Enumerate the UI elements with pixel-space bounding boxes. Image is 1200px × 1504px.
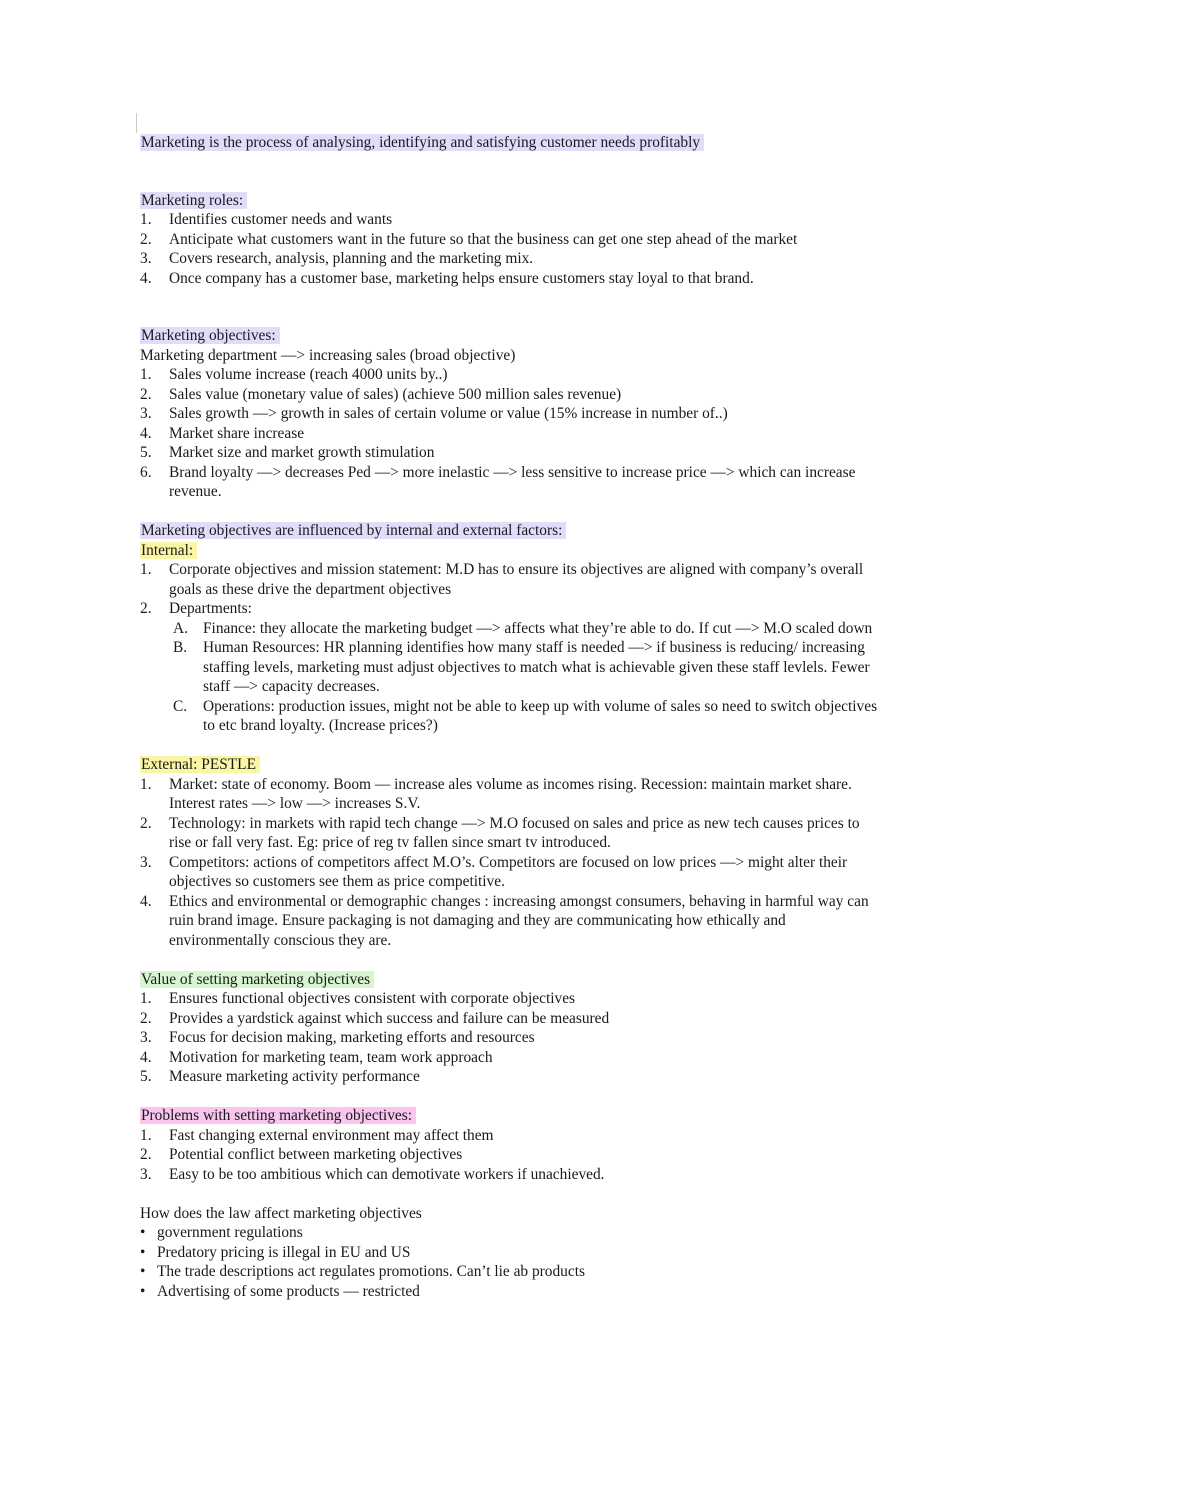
list-number: 1.	[140, 366, 152, 383]
list-item	[140, 385, 1065, 405]
list-item	[140, 1067, 1065, 1087]
list-item-text	[169, 989, 1065, 1009]
text-line: staff —> capacity decreases.	[203, 678, 380, 695]
list-item-text	[169, 365, 1065, 385]
list-number: C.	[173, 697, 188, 715]
factors-heading: Marketing objectives are influenced by internal and external factors:	[140, 521, 1065, 541]
list-item-text	[203, 619, 1065, 639]
list-item-text	[169, 269, 1065, 289]
list-item-text	[169, 1009, 1065, 1029]
law-heading: How does the law affect marketing objectives	[140, 1204, 422, 1222]
text-line: Potential conflict between marketing objectives	[169, 1146, 463, 1163]
text-line: Once company has a customer base, marketing helps ensure customers stay loyal to that brand.	[169, 269, 754, 287]
list-item	[140, 775, 1065, 814]
list-number: 4.	[140, 424, 152, 442]
text-line: Market: state of economy. Boom — increase ales volume as incomes rising. Recession: maintain market share.	[169, 775, 852, 793]
text-line: staffing levels, marketing must adjust objectives to match what is achievable given these staff levlels. Fewer	[203, 658, 870, 676]
list-item-text	[169, 230, 1065, 250]
list-item-text	[169, 443, 1065, 463]
list-number: 4.	[140, 892, 152, 910]
roles-list	[140, 210, 1065, 288]
list-number: 5.	[140, 444, 152, 461]
list-number: 2.	[140, 600, 152, 617]
list-number: 1.	[140, 990, 152, 1007]
list-item	[140, 463, 1065, 502]
bullet-text: government regulations	[157, 1224, 303, 1241]
list-item-text	[169, 775, 1065, 814]
list-item-text	[203, 638, 1065, 697]
internal-label: Internal:	[140, 541, 1065, 561]
list-item	[140, 599, 1065, 619]
list-number: 3.	[140, 1029, 152, 1046]
text-line: objectives so customers see them as price competitive.	[169, 873, 505, 890]
list-item	[140, 1048, 1065, 1068]
list-item-text	[169, 249, 1065, 269]
bullet-icon: •	[140, 1224, 146, 1241]
list-item-text	[169, 385, 1065, 405]
text-line: Ensures functional objectives consistent with corporate objectives	[169, 990, 576, 1007]
bullet-text: The trade descriptions act regulates promotions. Can’t lie ab products	[157, 1263, 585, 1280]
text-line: Sales growth —> growth in sales of certain volume or value (15% increase in number of..)	[169, 405, 728, 422]
list-item	[140, 365, 1065, 385]
bullet-icon: •	[140, 1282, 146, 1300]
list-number: B.	[173, 639, 188, 656]
external-list	[140, 775, 1065, 951]
roles-heading: Marketing roles:	[140, 191, 1065, 211]
list-item	[140, 230, 1065, 250]
text-line: environmentally conscious they are.	[169, 931, 392, 949]
text-line: Easy to be too ambitious which can demotivate workers if unachieved.	[169, 1165, 605, 1183]
cursor-marker	[136, 113, 137, 133]
list-number: 1.	[140, 561, 152, 578]
list-item	[140, 210, 1065, 230]
internal-list	[140, 560, 1065, 619]
list-number: 2.	[140, 230, 152, 248]
sub-list-item	[140, 619, 1065, 639]
list-item-text	[169, 853, 1065, 892]
list-item	[140, 404, 1065, 424]
objectives-intro: Marketing department —> increasing sales (broad objective)	[140, 346, 516, 364]
objectives-list	[140, 365, 1065, 502]
list-item	[140, 892, 1065, 951]
list-item	[140, 989, 1065, 1009]
text-line: Fast changing external environment may affect them	[169, 1126, 494, 1144]
list-item-text	[169, 463, 1065, 502]
list-number: 5.	[140, 1068, 152, 1085]
text-line: Anticipate what customers want in the future so that the business can get one step ahead of the market	[169, 230, 798, 248]
list-item	[140, 249, 1065, 269]
list-item-text	[169, 424, 1065, 444]
list-number: 3.	[140, 853, 152, 871]
text-line: Motivation for marketing team, team work approach	[169, 1048, 493, 1066]
bullet-item	[140, 1282, 1065, 1302]
text-line: Provides a yardstick against which success and failure can be measured	[169, 1009, 610, 1027]
problems-list	[140, 1126, 1065, 1185]
text-line: Brand loyalty —> decreases Ped —> more inelastic —> less sensitive to increase price —> which can increase	[169, 463, 856, 481]
external-label: External: PESTLE	[140, 755, 1065, 775]
sub-list-item	[140, 638, 1065, 697]
list-item-text	[169, 560, 1065, 599]
list-number: 2.	[140, 814, 152, 832]
bullet-icon: •	[140, 1243, 146, 1261]
text-line: goals as these drive the department objectives	[169, 580, 452, 598]
list-item-text	[169, 1126, 1065, 1146]
list-item-text	[169, 1048, 1065, 1068]
bullet-item	[140, 1243, 1065, 1263]
definition-line	[140, 133, 1065, 153]
list-item	[140, 1145, 1065, 1165]
text-line: Covers research, analysis, planning and the marketing mix.	[169, 250, 534, 267]
list-item	[140, 1126, 1065, 1146]
list-item-text	[169, 210, 1065, 230]
text-line: Corporate objectives and mission statement: M.D has to ensure its objectives are aligned with company’s overall	[169, 561, 864, 578]
document-body	[140, 133, 1065, 1301]
text-line: Market size and market growth stimulation	[169, 444, 435, 461]
departments-list	[140, 619, 1065, 736]
list-item-text	[169, 1165, 1065, 1185]
text-line: Competitors: actions of competitors affect M.O’s. Competitors are focused on low prices —> might alter their	[169, 853, 848, 871]
list-number: 4.	[140, 269, 152, 287]
problems-heading: Problems with setting marketing objectives:	[140, 1106, 1065, 1126]
list-item	[140, 1165, 1065, 1185]
bullet-icon: •	[140, 1263, 146, 1280]
text-line: Ethics and environmental or demographic changes : increasing amongst consumers, behaving in harmful way can	[169, 892, 869, 910]
list-item-text	[203, 697, 1065, 736]
list-number: 1.	[140, 211, 152, 228]
list-number: 1.	[140, 1126, 152, 1144]
text-line: rise or fall very fast. Eg: price of reg tv fallen since smart tv introduced.	[169, 834, 611, 851]
text-line: Sales volume increase (reach 4000 units by..)	[169, 366, 448, 383]
list-number: 3.	[140, 405, 152, 422]
value-list	[140, 989, 1065, 1087]
list-item-text	[169, 404, 1065, 424]
definition-text: Marketing is the process of analysing, identifying and satisfying customer needs profitably	[140, 134, 704, 151]
value-heading: Value of setting marketing objectives	[140, 970, 1065, 990]
bullet-text: Advertising of some products — restricted	[157, 1282, 420, 1300]
list-number: 3.	[140, 250, 152, 267]
bullet-item	[140, 1262, 1065, 1282]
text-line: to etc brand loyalty. (Increase prices?)	[203, 717, 438, 734]
list-item-text	[169, 892, 1065, 951]
list-item-text	[169, 1145, 1065, 1165]
list-item	[140, 269, 1065, 289]
bullet-text: Predatory pricing is illegal in EU and US	[157, 1243, 411, 1261]
text-line: revenue.	[169, 483, 222, 500]
list-number: 2.	[140, 1146, 152, 1163]
text-line: Interest rates —> low —> increases S.V.	[169, 795, 421, 812]
list-item-text	[169, 814, 1065, 853]
list-item	[140, 1028, 1065, 1048]
text-line: ruin brand image. Ensure packaging is not damaging and they are communicating how ethically and	[169, 912, 786, 929]
text-line: Identifies customer needs and wants	[169, 211, 393, 228]
list-item	[140, 443, 1065, 463]
list-item	[140, 1009, 1065, 1029]
text-line: Sales value (monetary value of sales) (achieve 500 million sales revenue)	[169, 385, 622, 403]
bullet-item	[140, 1223, 1065, 1243]
text-line: Technology: in markets with rapid tech change —> M.O focused on sales and price as new tech causes prices to	[169, 814, 860, 832]
text-line: Human Resources: HR planning identifies how many staff is needed —> if business is reducing/ increasing	[203, 639, 865, 656]
list-item	[140, 560, 1065, 599]
text-line: Focus for decision making, marketing efforts and resources	[169, 1029, 535, 1046]
list-item-text	[169, 599, 1065, 619]
objectives-heading: Marketing objectives:	[140, 326, 1065, 346]
list-number: 2.	[140, 1009, 152, 1027]
law-list	[140, 1223, 1065, 1301]
list-item-text	[169, 1067, 1065, 1087]
list-number: 4.	[140, 1048, 152, 1066]
list-number: 3.	[140, 1165, 152, 1183]
list-item	[140, 814, 1065, 853]
list-number: 2.	[140, 385, 152, 403]
text-line: Finance: they allocate the marketing budget —> affects what they’re able to do. If cut —> M.O scaled down	[203, 619, 873, 637]
list-item	[140, 853, 1065, 892]
text-line: Departments:	[169, 600, 252, 617]
list-number: 1.	[140, 775, 152, 793]
text-line: Market share increase	[169, 424, 305, 442]
list-item	[140, 424, 1065, 444]
text-line: Measure marketing activity performance	[169, 1068, 420, 1085]
list-item-text	[169, 1028, 1065, 1048]
list-number: A.	[173, 619, 188, 637]
sub-list-item	[140, 697, 1065, 736]
text-line: Operations: production issues, might not be able to keep up with volume of sales so need to switch objectives	[203, 697, 878, 715]
list-number: 6.	[140, 463, 152, 481]
